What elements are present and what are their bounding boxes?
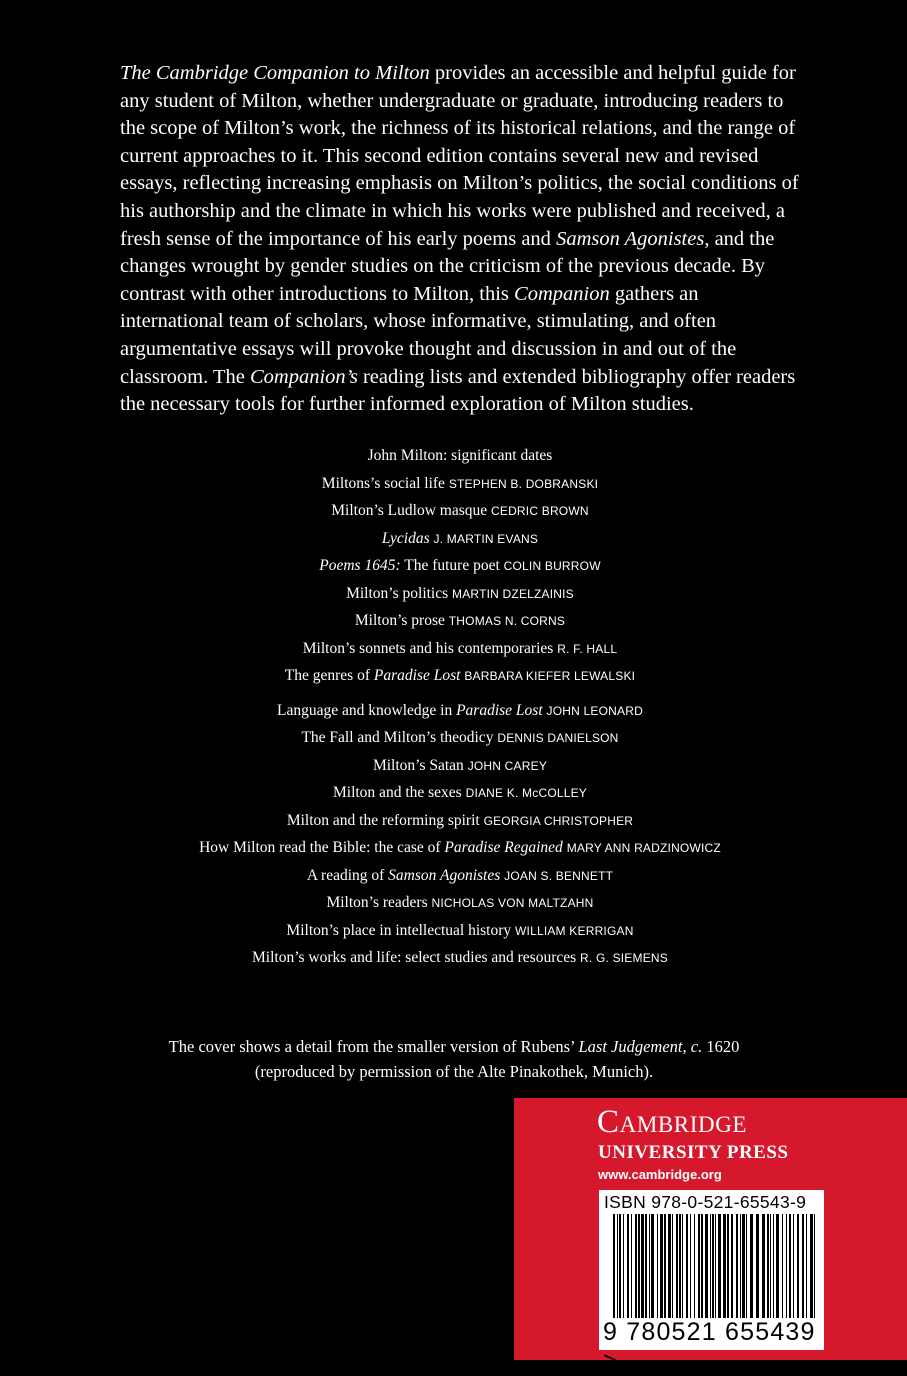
toc-author: MARY ANN RADZINOWICZ (566, 841, 721, 855)
toc-author: R. F. HALL (557, 641, 618, 656)
toc-entry: Miltons’s social life STEPHEN B. DOBRANSKI (321, 474, 599, 492)
toc-author: BARBARA KIEFER LEWALSKI (464, 669, 636, 683)
toc-author: STEPHEN B. DOBRANSKI (448, 476, 599, 491)
publisher-name: Cambridge (597, 1104, 748, 1140)
isbn-label: ISBN 978-0-521-65543-9 (604, 1192, 807, 1212)
toc-entry: Milton’s works and life: select studies and resources R. G. SIEMENS (252, 949, 668, 966)
toc-entry: Milton’s Ludlow masque CEDRIC BROWN (331, 502, 589, 519)
publisher-subtitle: UNIVERSITY PRESS (598, 1142, 789, 1163)
blurb-text-1: provides an accessible and helpful guide for any student of Milton, whether undergraduate or graduate, introducing readers to the scope of Milton’s work, the richness of its historical relations, and the range of current approaches to it. This second edition contains several new and revised essays, reflecting increasing emphasis on Milton’s politics, the social conditions of his authorship and the climate in which his works were published and received, a fresh sense of the importance of his early poems and (120, 62, 799, 250)
toc-author: DIANE K. McCOLLEY (465, 786, 588, 800)
blurb-companions: Companion’s (250, 365, 358, 388)
blurb-text-4: reading lists and extended bibliography offer readers the necessary tools for further informed exploration of Milton studies. (120, 365, 796, 416)
toc-author: JOAN S. BENNETT (504, 868, 614, 883)
blurb-text-2: , and the changes wrought by gender studies on the criticism of the previous decade. By contrast with other introductions to Milton, this (120, 227, 775, 305)
back-cover-blurb (120, 60, 800, 419)
barcode-icon (603, 1214, 821, 1320)
barcode-number: 9 780521 655439 > (603, 1318, 816, 1375)
toc-entry: Milton and the reforming spirit GEORGIA CHRISTOPHER (286, 811, 634, 829)
toc-entry: The Fall and Milton’s theodicy DENNIS DANIELSON (301, 729, 619, 746)
toc-entry: Milton’s place in intellectual history WILLIAM KERRIGAN (286, 921, 634, 939)
toc-entry: Language and knowledge in Paradise Lost JOHN LEONARD (277, 701, 643, 719)
toc-author: MARTIN DZELZAINIS (452, 586, 574, 601)
blurb-book-title: The Cambridge Companion to Milton (120, 62, 430, 84)
table-of-contents (100, 442, 820, 972)
toc-entry: Milton and the sexes DIANE K. McCOLLEY (332, 784, 588, 801)
toc-entry: Milton’s sonnets and his contemporaries R. F. HALL (302, 639, 618, 657)
blurb-companion: Companion (514, 282, 610, 305)
toc-author: JOHN LEONARD (546, 703, 643, 718)
toc-author: R. G. SIEMENS (580, 951, 668, 965)
barcode-panel (599, 1190, 824, 1375)
toc-author: DENNIS DANIELSON (497, 731, 619, 745)
toc-entry: Lycidas J. MARTIN EVANS (381, 529, 539, 547)
toc-entry: Milton’s politics MARTIN DZELZAINIS (346, 584, 574, 602)
toc-entry: Poems 1645: The future poet COLIN BURROW (319, 557, 601, 574)
toc-author: JOHN CAREY (467, 758, 548, 773)
toc-entry: How Milton read the Bible: the case of Paradise Regained MARY ANN RADZINOWICZ (199, 839, 721, 856)
toc-author: CEDRIC BROWN (491, 504, 589, 518)
toc-author: GEORGIA CHRISTOPHER (483, 813, 634, 828)
toc-author: WILLIAM KERRIGAN (515, 923, 634, 938)
blurb-text-3: gathers an international team of scholars, whose informative, stimulating, and often argumentative essays will provoke thought and discussion in and out of the classroom. The (120, 282, 737, 388)
toc-entry: Milton’s Satan JOHN CAREY (372, 756, 548, 774)
toc-entry: A reading of Samson Agonistes JOAN S. BENNETT (306, 866, 614, 884)
publisher-block (514, 1098, 907, 1375)
toc-entry: The genres of Paradise Lost BARBARA KIEFER LEWALSKI (284, 667, 636, 684)
toc-entry: Milton’s readers NICHOLAS VON MALTZAHN (326, 894, 594, 911)
toc-author: THOMAS N. CORNS (448, 614, 566, 628)
toc-author: COLIN BURROW (503, 559, 601, 573)
toc-entry: John Milton: significant dates (367, 447, 553, 464)
toc-entry: Milton’s prose THOMAS N. CORNS (354, 612, 566, 629)
toc-author: NICHOLAS VON MALTZAHN (431, 896, 594, 910)
publisher-url: www.cambridge.org (598, 1167, 722, 1182)
blurb-samson-title: Samson Agonistes (556, 227, 705, 250)
cover-credit: The cover shows a detail from the smaller version of Rubens’ Last Judgement, c. 1620 (reproduced by permission of the Alte Pinakothek, Munich). (168, 1037, 740, 1081)
toc-author: J. MARTIN EVANS (433, 531, 539, 546)
